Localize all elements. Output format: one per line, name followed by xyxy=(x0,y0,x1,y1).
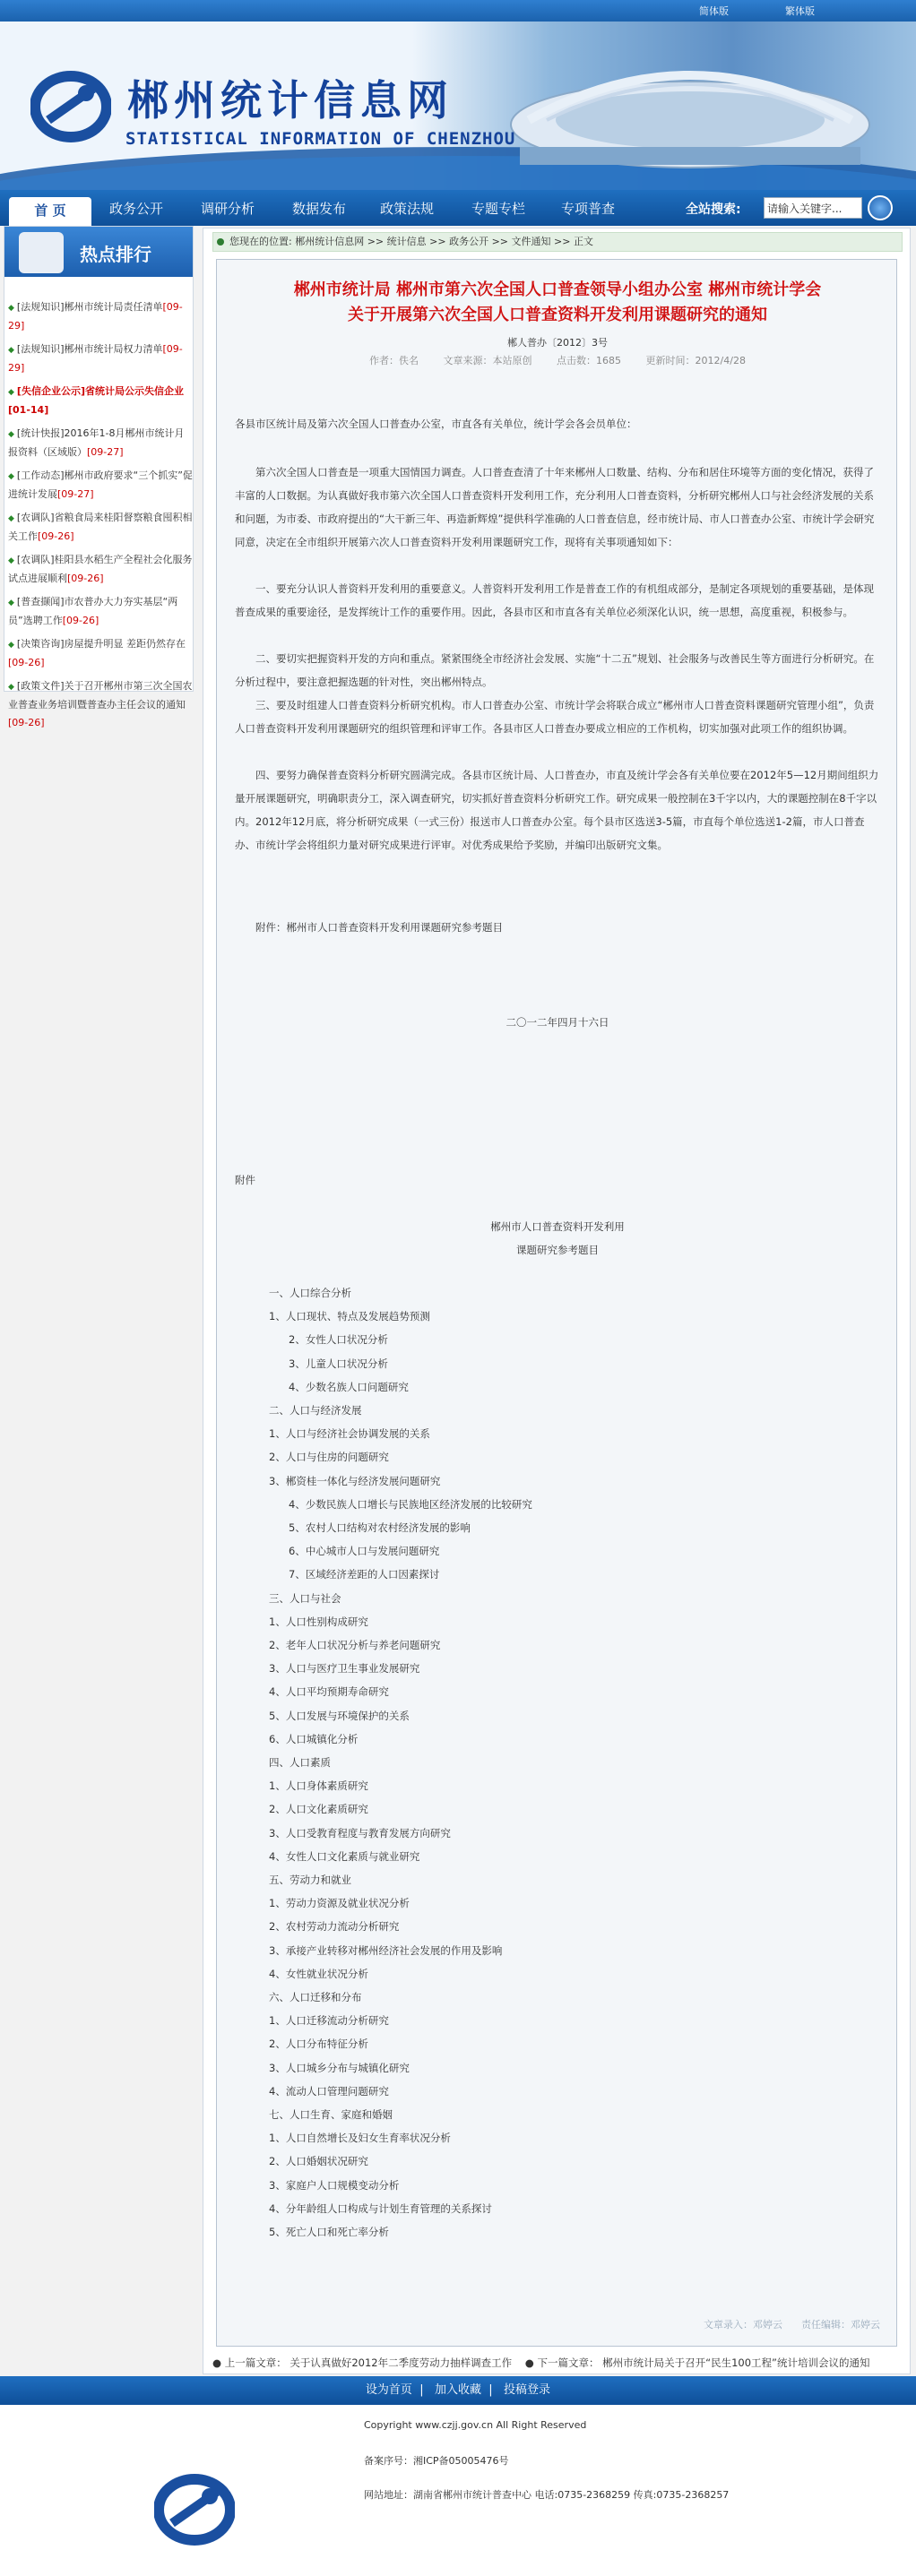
outline-item: 3、人口受教育程度与教育发展方向研究 xyxy=(269,1826,451,1839)
footer xyxy=(0,2405,916,2576)
paragraph: 三、要及时组建人口普查资料分析研究机构。市人口普查办公室、市统计学会将联合成立“郴州市人口普查资料课题研究管理小组”，负责人口普查资料开发利用课题研究的组织管理和评审工作。各县市区人口普查办要成立相应的工作机构，切实加强对此项工作的组织协调。 xyxy=(235,699,875,735)
bullet-icon: ◆ xyxy=(8,472,14,481)
outline-item: 1、人口自然增长及妇女生育率状况分析 xyxy=(269,2132,451,2145)
outline-item: 4、女性就业状况分析 xyxy=(269,1967,368,1980)
search-input[interactable] xyxy=(764,197,862,219)
next-article-link[interactable]: 郴州市统计局关于召开“民生100工程”统计培训会议的通知 xyxy=(602,2356,870,2369)
outline-item: 二、人口与经济发展 xyxy=(269,1404,362,1417)
list-item[interactable]: ◆ [工作动态]郴州市政府要求“三个抓实”促进统计发展[09-27] xyxy=(8,470,193,500)
address: 网站地址：湖南省郴州市统计普查中心 电话:0735-2368259 传真:0735-2368257 xyxy=(364,2489,730,2501)
outline-item: 2、老年人口状况分析与养老问题研究 xyxy=(269,1639,441,1651)
bullet-icon: ◆ xyxy=(8,556,14,565)
site-banner xyxy=(0,22,916,190)
outline-item: 五、劳动力和就业 xyxy=(269,1874,351,1886)
sidebar xyxy=(4,226,194,728)
paragraph: 二、要切实把握资料开发的方向和重点。紧紧围绕全市经济社会发展、实施“十二五”规划、社会服务与改善民生等方面进行分析研究。在分析过程中，要注意把握选题的针对性，突出郴州特点。 xyxy=(235,652,875,688)
sidebar-header xyxy=(4,227,193,277)
footer-links: 设为首页 | 加入收藏 | 投稿登录 xyxy=(0,2376,916,2405)
list-item[interactable]: ◆ [普查撷闻]市农普办大力夯实基层“两员”选聘工作[09-26] xyxy=(8,596,178,626)
bullet-icon: ◆ xyxy=(8,514,14,523)
set-homepage-link[interactable]: 设为首页 xyxy=(365,2383,412,2397)
breadcrumb-item[interactable]: 政务公开 xyxy=(449,236,489,247)
article-meta: 作者：佚名 文章来源：本站原创 点击数：1685 更新时间：2012/4/28 xyxy=(369,355,746,366)
nav-census[interactable]: 专项普查 xyxy=(561,201,616,217)
outline-item: 5、农村人口结构对农村经济发展的影响 xyxy=(289,1521,471,1534)
nav-home[interactable]: 首 页 xyxy=(9,197,91,226)
list-item[interactable]: ◆ [法规知识]郴州市统计局责任清单[09-29] xyxy=(8,301,183,332)
outline-item: 4、少数民族人口增长与民族地区经济发展的比较研究 xyxy=(289,1497,532,1511)
attachment-note: 附件：郴州市人口普查资料开发利用课题研究参考题目 xyxy=(255,921,503,934)
traditional-link[interactable]: 繁体版 xyxy=(785,5,815,17)
outline-item: 1、劳动力资源及就业状况分析 xyxy=(269,1897,410,1910)
paragraph: 四、要努力确保普查资料分析研究圆满完成。各县市区统计局、人口普查办，市直及统计学会各有关单位要在2012年5—12月期间组织力量开展课题研究，明确职责分工，深入调查研究，切实抓好普查资料分析研究工作。研究成果一般控制在3千字以内，大的课题控制在8千字以内。2012年12月底，将分析研究成果（一式三份）报送市人口普查办公室。每个县市区选送3-5篇，市直每个单位选送1-2篇，市人口普查办、市统计学会将组织力量对研究成果进行评审。对优秀成果给予奖励，并编印出版研究文集。 xyxy=(235,769,879,851)
site-logo-icon xyxy=(30,66,111,147)
list-item[interactable]: ◆ [政策文件]关于召开郴州市第三次全国农业普查业务培训暨普查办主任会议的通知[09-26] xyxy=(8,680,193,728)
bullet-icon: ◆ xyxy=(8,641,14,650)
list-item[interactable]: ◆ [农调队]省粮食局来桂阳督察粮食囤积相关工作[09-26] xyxy=(8,512,193,542)
nav-research[interactable]: 调研分析 xyxy=(201,201,255,217)
main-nav xyxy=(0,190,916,226)
outline-item: 四、人口素质 xyxy=(269,1756,331,1769)
site-title: 郴州统计信息网 xyxy=(127,76,454,125)
outline-item: 2、人口婚姻状况研究 xyxy=(269,2155,368,2168)
sidebar-title: 热点排行 xyxy=(80,244,151,265)
list-item[interactable]: ◆ [统计快报]2016年1-8月郴州市统计月报资料（区域版）[09-27] xyxy=(8,427,185,458)
doc-number: 郴人普办〔2012〕3号 xyxy=(507,337,608,349)
outline-item: 2、人口分布特征分析 xyxy=(269,2038,368,2051)
contribute-login-link[interactable]: 投稿登录 xyxy=(504,2383,551,2397)
issue-date: 二〇一二年四月十六日 xyxy=(506,1016,609,1029)
appendix-label: 附件 xyxy=(235,1174,255,1186)
article-credits: 文章录入：邓婷云 责任编辑：邓婷云 xyxy=(704,2319,880,2330)
nav-government-affairs[interactable]: 政务公开 xyxy=(109,201,164,217)
top-bar xyxy=(0,0,916,22)
main-panel xyxy=(203,228,911,2374)
site-subtitle: STATISTICAL INFORMATION OF CHENZHOU xyxy=(125,129,516,149)
outline-item: 4、少数名族人口问题研究 xyxy=(289,1380,409,1393)
appendix-title: 郴州市人口普查资料开发利用 xyxy=(490,1220,625,1233)
paragraph: 一、要充分认识人普资料开发利用的重要意义。人普资料开发利用工作是普查工作的有机组成部分，是制定各项规划的重要基础，是体现普查成果的重要途径，是发挥统计工作的重要作用。因此，各县市区和市直各有关单位必须深化认识，统一思想，高度重视，积极参与。 xyxy=(235,582,874,618)
outline-item: 3、人口与医疗卫生事业发展研究 xyxy=(269,1662,420,1676)
bullet-icon: ◆ xyxy=(8,304,14,313)
outline-item: 2、人口与住房的问题研究 xyxy=(269,1451,389,1464)
prev-next-nav: ● 上一篇文章： 关于认真做好2012年二季度劳动力抽样调查工作 ● 下一篇文章： 郴州市统计局关于召开“民生100工程”统计培训会议的通知 xyxy=(212,2356,870,2369)
outline-item: 7、区域经济差距的人口因素探讨 xyxy=(289,1568,440,1581)
salutation: 各县市区统计局及第六次全国人口普查办公室，市直各有关单位，统计学会各会员单位： xyxy=(235,418,637,430)
nav-policy[interactable]: 政策法规 xyxy=(380,201,435,217)
outline-item: 1、人口身体素质研究 xyxy=(269,1779,368,1793)
bullet-icon: ◆ xyxy=(8,388,14,397)
footer-logo-icon xyxy=(154,2469,235,2550)
outline-item: 六、人口迁移和分布 xyxy=(269,1991,362,2003)
outline-item: 3、家庭户人口规模变动分析 xyxy=(269,2178,400,2192)
outline-item: 2、农村劳动力流动分析研究 xyxy=(269,1920,400,1934)
breadcrumb: 您现在的位置: 郴州统计信息网 >> 统计信息 >> 政务公开 >> 文件通知 >> 正文 xyxy=(212,232,903,252)
simplified-link[interactable]: 简体版 xyxy=(699,5,729,17)
outline-item: 3、郴资桂一体化与经济发展问题研究 xyxy=(269,1474,441,1487)
outline-item: 1、人口现状、特点及发展趋势预测 xyxy=(269,1310,430,1323)
nav-data-release[interactable]: 数据发布 xyxy=(292,201,347,217)
nav-special-topics[interactable]: 专题专栏 xyxy=(471,201,526,217)
outline-item: 3、承接产业转移对郴州经济社会发展的作用及影响 xyxy=(269,1943,503,1957)
stadium-image xyxy=(502,39,878,174)
list-item[interactable]: ◆ [法规知识]郴州市统计局权力清单[09-29] xyxy=(8,343,183,374)
outline-item: 5、人口发展与环境保护的关系 xyxy=(269,1709,410,1722)
breadcrumb-item: 正文 xyxy=(573,236,593,247)
list-item[interactable]: ◆ [决策咨询]房屋提升明显 差距仍然存在[09-26] xyxy=(8,638,186,668)
icp-number: 备案序号：湘ICP备05005476号 xyxy=(364,2455,509,2467)
outline-item: 3、儿童人口状况分析 xyxy=(289,1357,388,1370)
outline-item: 一、人口综合分析 xyxy=(269,1287,351,1299)
search-button[interactable] xyxy=(868,195,893,220)
bullet-icon: ◆ xyxy=(8,346,14,355)
breadcrumb-item[interactable]: 统计信息 xyxy=(386,236,427,247)
outline-item: 1、人口迁移流动分析研究 xyxy=(269,2014,389,2028)
outline-item: 2、女性人口状况分析 xyxy=(289,1333,388,1347)
outline-item: 1、人口与经济社会协调发展的关系 xyxy=(269,1427,430,1441)
copyright: Copyright www.czjj.gov.cn All Right Reserved xyxy=(364,2419,587,2431)
search-label: 全站搜索: xyxy=(686,202,741,217)
bullet-icon: ◆ xyxy=(8,599,14,607)
outline-item: 三、人口与社会 xyxy=(269,1591,341,1605)
outline-item: 6、人口城镇化分析 xyxy=(269,1732,359,1745)
breadcrumb-item[interactable]: 文件通知 xyxy=(511,236,551,247)
location-icon xyxy=(217,238,224,246)
prev-article-link[interactable]: 关于认真做好2012年二季度劳动力抽样调查工作 xyxy=(289,2356,513,2369)
article xyxy=(216,259,897,2347)
reader-avatar-icon xyxy=(19,232,64,273)
outline-item: 6、中心城市人口与发展问题研究 xyxy=(289,1545,440,1558)
paragraph: 第六次全国人口普查是一项重大国情国力调查。人口普查查清了十年来郴州人口数量、结构、分布和居住环境等方面的变化情况，获得了丰富的人口数据。为认真做好我市第六次全国人口普查资料开发利用工作，充分利用人口普查资料，分析研究郴州人口与社会经济发展的关系和问题，为市委、市政府提出的“大干新三年、再造新辉煌”提供科学准确的人口普查信息，经市统计局、市人口普查办公室、市统计学会研究同意，决定在全市组织开展第六次人口普查资料开发利用课题研究工作，现将有关事项通知如下： xyxy=(235,466,875,548)
add-favorite-link[interactable]: 加入收藏 xyxy=(434,2383,481,2397)
article-title: 郴州市统计局 郴州市第六次全国人口普查领导小组办公室 郴州市统计学会 关于开展第六次全国人口普查资料开发利用课题研究的通知 xyxy=(293,280,822,324)
outline-item: 4、女性人口文化素质与就业研究 xyxy=(269,1849,420,1863)
bullet-icon: ◆ xyxy=(8,430,14,439)
bullet-icon: ◆ xyxy=(8,683,14,692)
outline-item: 4、人口平均预期寿命研究 xyxy=(269,1685,389,1699)
appendix-title: 课题研究参考题目 xyxy=(516,1244,599,1256)
outline-item: 4、分年龄组人口构成与计划生育管理的关系探讨 xyxy=(269,2201,492,2215)
outline-item: 1、人口性别构成研究 xyxy=(269,1615,368,1628)
list-item[interactable]: ◆ [农调队]桂阳县水稻生产全程社会化服务试点进展顺利[09-26] xyxy=(8,554,193,584)
outline-item: 2、人口文化素质研究 xyxy=(269,1803,368,1816)
outline-item: 七、人口生育、家庭和婚姻 xyxy=(269,2108,393,2121)
outline-item: 3、人口城乡分布与城镇化研究 xyxy=(269,2061,410,2074)
list-item[interactable]: ◆ [失信企业公示]省统计局公示失信企业[01-14] xyxy=(8,385,184,416)
outline-item: 4、流动人口管理问题研究 xyxy=(269,2084,389,2098)
breadcrumb-item[interactable]: 郴州统计信息网 xyxy=(295,236,365,247)
hot-list xyxy=(8,298,193,737)
outline-item: 5、死亡人口和死亡率分析 xyxy=(269,2226,389,2238)
